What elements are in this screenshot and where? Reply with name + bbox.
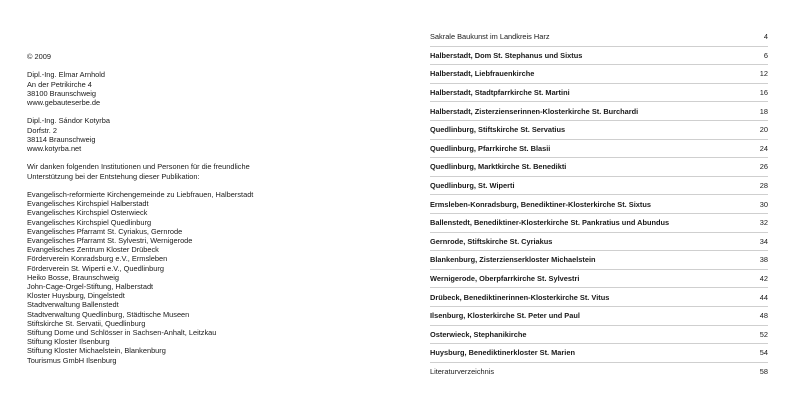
toc-entry <box>430 84 768 103</box>
toc-entry <box>430 158 768 177</box>
author2-street: Dorfstr. 2 <box>27 125 57 135</box>
toc-entry-title: Ballenstedt, Benediktiner-Klosterkirche St. Pankratius und Abundus <box>430 218 670 228</box>
toc-entry-page: 34 <box>759 236 768 246</box>
author1-city: 38100 Braunschweig <box>27 88 97 98</box>
sponsor-item: Evangelisches Kirchspiel Halberstadt <box>27 199 149 209</box>
toc-entry-page: 32 <box>759 218 768 228</box>
toc-entry-title: Quedlinburg, Stiftskirche St. Servatius <box>430 125 566 135</box>
toc-entry <box>430 65 768 84</box>
toc-entry-page: 58 <box>759 366 768 376</box>
sponsor-item: Stiftung Kloster Michaelstein, Blankenburg <box>27 346 166 356</box>
toc-entry-page: 54 <box>759 348 768 358</box>
toc-entry <box>430 251 768 270</box>
toc-entry-page: 28 <box>759 181 768 191</box>
toc-entry-title: Drübeck, Benediktinerinnen-Klosterkirche St. Vitus <box>430 292 610 302</box>
sponsor-item: Förderverein St. Wiperti e.V., Quedlinburg <box>27 263 164 273</box>
sponsor-item: Stiftskirche St. Servatii, Quedlinburg <box>27 318 146 328</box>
table-of-contents <box>430 28 768 380</box>
toc-entry-title: Osterwieck, Stephanikirche <box>430 329 527 339</box>
sponsor-item: John-Cage-Orgel-Stiftung, Halberstadt <box>27 282 154 292</box>
toc-entry <box>430 270 768 289</box>
sponsor-item: Stiftung Kloster Ilsenburg <box>27 337 110 347</box>
toc-entry-title: Quedlinburg, St. Wiperti <box>430 181 515 191</box>
toc-entry <box>430 344 768 363</box>
toc-entry-page: 52 <box>759 329 768 339</box>
sponsor-item: Evangelisches Kirchspiel Osterwieck <box>27 208 148 218</box>
toc-entry-page: 42 <box>759 274 768 284</box>
toc-entry-page: 6 <box>763 50 768 60</box>
toc-entry-page: 30 <box>759 199 768 209</box>
toc-entry-title: Ermsleben-Konradsburg, Benediktiner-Klosterkirche St. Sixtus <box>430 199 651 209</box>
toc-entry-title: Halberstadt, Stadtpfarrkirche St. Martini <box>430 88 570 98</box>
sponsor-list <box>27 190 387 365</box>
sponsor-item: Heiko Bosse, Braunschweig <box>27 272 120 282</box>
toc-entry-page: 20 <box>759 125 768 135</box>
toc-entry-title: Quedlinburg, Pfarrkirche St. Blasii <box>430 143 551 153</box>
toc-entry-page: 4 <box>763 32 768 42</box>
author2-name: Dipl.-Ing. Sándor Kotyrba <box>27 116 110 126</box>
toc-entry-page: 24 <box>759 143 768 153</box>
sponsor-item: Stadtverwaltung Quedlinburg, Städtische Museen <box>27 309 190 319</box>
sponsor-item: Evangelisches Zentrum Kloster Drübeck <box>27 245 159 255</box>
toc-entry <box>430 177 768 196</box>
toc-entry <box>430 195 768 214</box>
toc-entry <box>430 288 768 307</box>
toc-entry-title: Ilsenburg, Klosterkirche St. Peter und Paul <box>430 311 580 321</box>
toc-entry-page: 16 <box>759 88 768 98</box>
toc-entry-title: Wernigerode, Oberpfarrkirche St. Sylvestri <box>430 274 580 284</box>
copyright: © 2009 <box>27 52 51 61</box>
toc-entry-page: 18 <box>759 106 768 116</box>
toc-entry-page: 26 <box>759 162 768 172</box>
author2-city: 38114 Braunschweig <box>27 134 96 144</box>
toc-entry-title: Halberstadt, Dom St. Stephanus und Sixtus <box>430 50 583 60</box>
toc-entry <box>430 233 768 252</box>
toc-entry <box>430 326 768 345</box>
author1-name: Dipl.-Ing. Elmar Arnhold <box>27 70 106 80</box>
toc-entry <box>430 214 768 233</box>
toc-entry-title: Halberstadt, Zisterzienserinnen-Klosterkirche St. Burchardi <box>430 106 639 116</box>
sponsor-item: Stadtverwaltung Ballenstedt <box>27 300 119 310</box>
sponsor-item: Evangelisches Pfarramt St. Cyriakus, Gernrode <box>27 226 183 236</box>
toc-entry <box>430 47 768 66</box>
toc-entry-title: Literaturverzeichnis <box>430 366 495 376</box>
toc-entry-page: 12 <box>759 69 768 79</box>
sponsor-item: Stiftung Dome und Schlösser in Sachsen-Anhalt, Leitzkau <box>27 328 217 338</box>
sponsor-item: Kloster Huysburg, Dingelstedt <box>27 291 125 301</box>
toc-entry-page: 48 <box>759 311 768 321</box>
toc-entry-title: Quedlinburg, Marktkirche St. Benedikti <box>430 162 567 172</box>
toc-entry-title: Sakrale Baukunst im Landkreis Harz <box>430 32 550 42</box>
toc-entry <box>430 363 768 381</box>
author1-website: www.gebauteserbe.de <box>27 98 101 107</box>
sponsor-item: Evangelisch-reformierte Kirchengemeinde zu Liebfrauen, Halberstadt <box>27 189 254 199</box>
toc-entry-title: Halberstadt, Liebfrauenkirche <box>430 69 535 79</box>
toc-entry <box>430 121 768 140</box>
colophon <box>27 52 387 365</box>
toc-entry <box>430 102 768 121</box>
toc-entry <box>430 28 768 47</box>
toc-entry-page: 38 <box>759 255 768 265</box>
thanks-line-2: Unterstützung bei der Entstehung dieser Publikation: <box>27 171 200 181</box>
toc-entry-page: 44 <box>759 292 768 302</box>
toc-entry-title: Gernrode, Stiftskirche St. Cyriakus <box>430 236 553 246</box>
sponsor-item: Tourismus GmbH Ilsenburg <box>27 355 117 365</box>
toc-entry <box>430 307 768 326</box>
author2-website: www.kotyrba.net <box>27 144 82 153</box>
sponsor-item: Evangelisches Pfarramt St. Sylvestri, Wernigerode <box>27 236 193 245</box>
sponsor-item: Förderverein Konradsburg e.V., Ermsleben <box>27 254 168 264</box>
toc-entry-title: Huysburg, Benediktinerkloster St. Marien <box>430 348 575 358</box>
sponsor-item: Evangelisches Kirchspiel Quedlinburg <box>27 217 152 227</box>
thanks-line-1: Wir danken folgenden Institutionen und Personen für die freundliche <box>27 162 250 172</box>
toc-entry-title: Blankenburg, Zisterzienserkloster Michaelstein <box>430 255 596 265</box>
author1-street: An der Petrikirche 4 <box>27 79 92 89</box>
toc-entry <box>430 140 768 159</box>
